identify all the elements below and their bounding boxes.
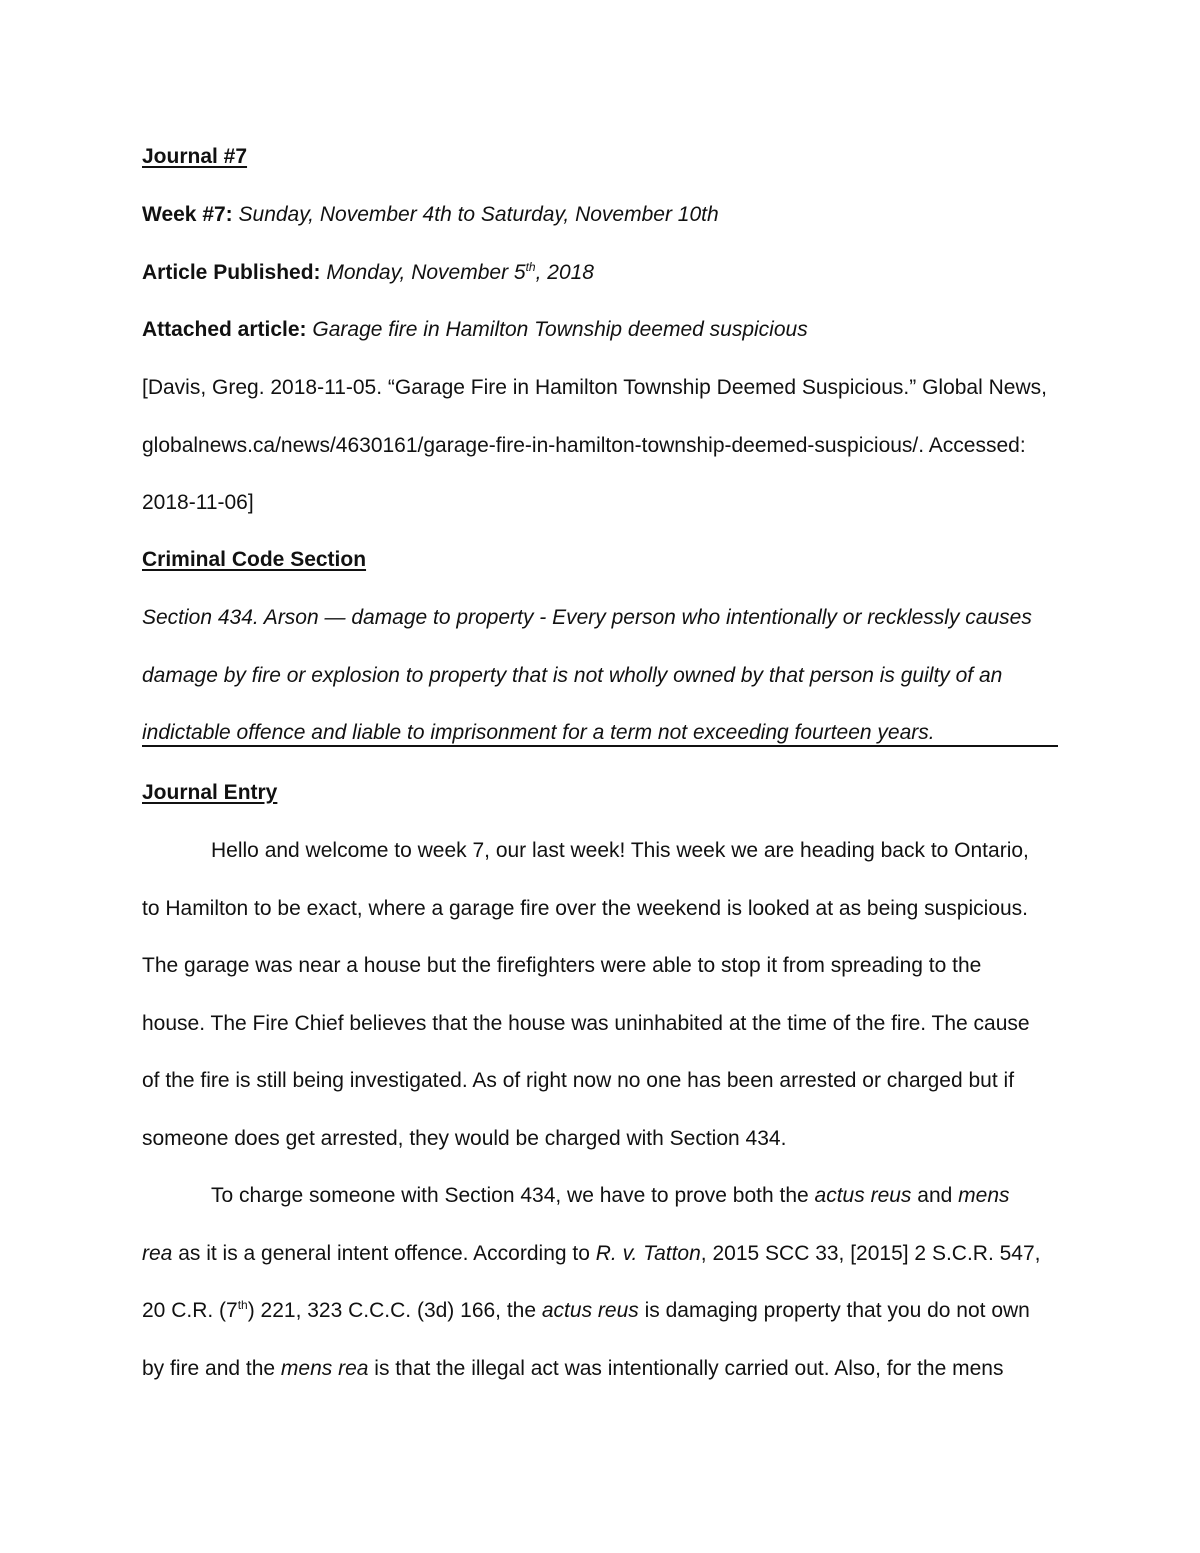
section-line-2: damage by fire or explosion to property that is not wholly owned by that person is guilty of an (142, 664, 1003, 687)
paragraph2-line-1 (211, 1182, 1010, 1210)
p2-text: and (911, 1184, 959, 1207)
section-divider (142, 745, 1058, 747)
journal-entry-heading: Journal Entry (142, 781, 278, 804)
p2-case-name: R. v. Tatton (595, 1242, 701, 1265)
week-line (142, 201, 719, 229)
citation-line-3: 2018-11-06] (142, 491, 254, 514)
criminal-code-heading: Criminal Code Section (142, 548, 367, 571)
section-line-1: Section 434. Arson — damage to property - Every person who intentionally or recklessly causes (142, 606, 1032, 629)
p2-text: , 2015 SCC 33, [2015] 2 S.C.R. 547, (700, 1242, 1041, 1265)
p2-rea: rea (142, 1242, 173, 1265)
p2-text: as it is a general intent offence. According to (172, 1242, 596, 1265)
week-label: Week #7: (142, 203, 233, 226)
paragraph1-line-6: someone does get arrested, they would be charged with Section 434. (142, 1127, 787, 1150)
published-date: Monday, November 5 (326, 261, 526, 284)
p2-text: by fire and the (142, 1357, 281, 1380)
paragraph2-line-2 (142, 1240, 1041, 1268)
p2-text: is damaging property that you do not own (638, 1299, 1030, 1322)
p2-mens-rea: mens rea (280, 1357, 369, 1380)
attached-label: Attached article: (142, 318, 307, 341)
published-year: , 2018 (535, 261, 594, 284)
paragraph2-line-4 (142, 1355, 1003, 1383)
attached-value: Garage fire in Hamilton Township deemed suspicious (312, 318, 808, 341)
citation-line-1: [Davis, Greg. 2018-11-05. “Garage Fire in Hamilton Township Deemed Suspicious.” Global News, (142, 376, 1047, 399)
p2-actus-reus: actus reus (541, 1299, 639, 1322)
p2-ordinal: th (237, 1298, 248, 1312)
paragraph1-line-2: to Hamilton to be exact, where a garage fire over the weekend is looked at as being suspicious. (142, 897, 1029, 920)
section-line-3: indictable offence and liable to imprisonment for a term not exceeding fourteen years. (142, 721, 935, 744)
paragraph2-line-3 (142, 1297, 1030, 1325)
published-line (142, 259, 594, 287)
paragraph1-line-5: of the fire is still being investigated. As of right now no one has been arrested or charged but if (142, 1069, 1015, 1092)
week-value: Sunday, November 4th to Saturday, November 10th (238, 203, 719, 226)
p2-text: To charge someone with Section 434, we have to prove both the (211, 1184, 815, 1207)
citation-line-2: globalnews.ca/news/4630161/garage-fire-in-hamilton-township-deemed-suspicious/. Accessed: (142, 434, 1026, 457)
attached-line (142, 316, 808, 344)
p2-actus-reus: actus reus (814, 1184, 912, 1207)
published-value (326, 261, 594, 284)
p2-mens: mens (958, 1184, 1010, 1207)
published-ordinal: th (525, 260, 536, 274)
paragraph1-line-4: house. The Fire Chief believes that the house was uninhabited at the time of the fire. The cause (142, 1012, 1030, 1035)
p2-text: 20 C.R. (7 (142, 1299, 238, 1322)
journal-title: Journal #7 (142, 145, 248, 168)
p2-text: is that the illegal act was intentionally carried out. Also, for the mens (368, 1357, 1004, 1380)
paragraph1-line-1: Hello and welcome to week 7, our last week! This week we are heading back to Ontario, (211, 839, 1029, 862)
published-label: Article Published: (142, 261, 321, 284)
p2-text: ) 221, 323 C.C.C. (3d) 166, the (247, 1299, 542, 1322)
paragraph1-line-3: The garage was near a house but the firefighters were able to stop it from spreading to the (142, 954, 982, 977)
